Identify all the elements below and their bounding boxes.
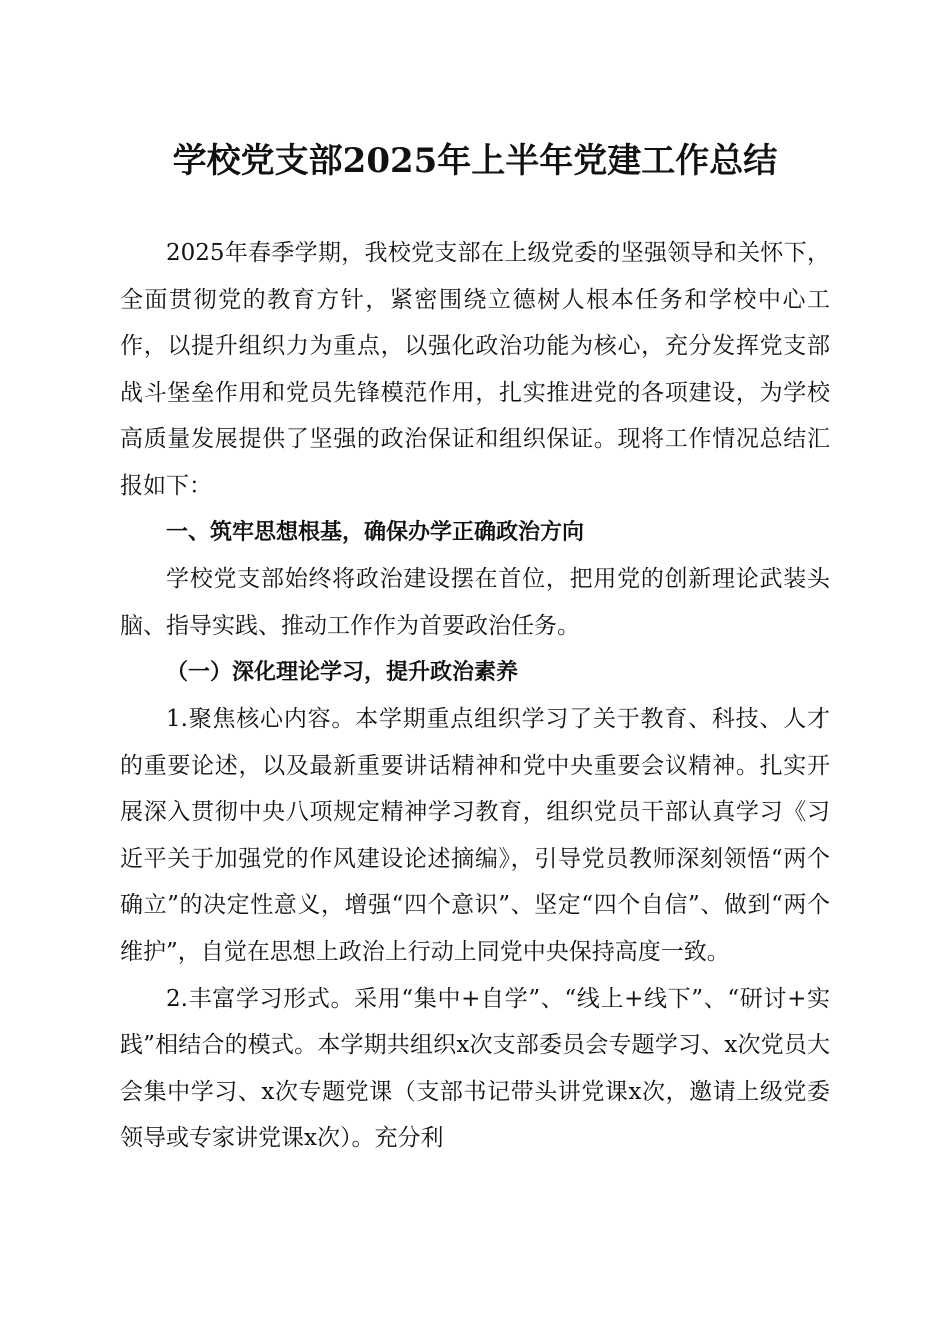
item-1-paragraph: 1.聚焦核心内容。本学期重点组织学习了关于教育、科技、人才的重要论述，以及最新重要讲话精神和党中央重要会议精神。扎实开展深入贯彻中央八项规定精神学习教育，组织党员干部认真学习《习近平关于加强党的作风建设论述摘编》，引导党员教师深刻领悟“两个确立”的决定性意义，增强“四个意识”、坚定“四个自信”、做到“两个维护”，自觉在思想上政治上行动上同党中央保持高度一致。 — [120, 705, 830, 965]
section-1-intro-paragraph: 学校党支部始终将政治建设摆在首位，把用党的创新理论武装头脑、指导实践、推动工作作为首要政治任务。 — [120, 566, 830, 639]
item-2-paragraph: 2.丰富学习形式。采用“集中+自学”、“线上+线下”、“研讨+实践”相结合的模式。本学期共组织x次支部委员会专题学习、x次党员大会集中学习、x次专题党课（支部书记带头讲党课x次，邀请上级党委领导或专家讲党课x次）。充分利 — [120, 985, 830, 1152]
section-heading-1: 一、筑牢思想根基，确保办学正确政治方向 — [166, 519, 585, 545]
intro-paragraph: 2025年春季学期，我校党支部在上级党委的坚强领导和关怀下，全面贯彻党的教育方针，紧密围绕立德树人根本任务和学校中心工作，以提升组织力为重点，以强化政治功能为核心，充分发挥党支部战斗堡垒作用和党员先锋模范作用，扎实推进党的各项建设，为学校高质量发展提供了坚强的政治保证和组织保证。现将工作情况总结汇报如下： — [120, 240, 830, 499]
subsection-heading-1: （一）深化理论学习，提升政治素养 — [166, 659, 519, 686]
document-title: 学校党支部2025年上半年党建工作总结 — [172, 141, 778, 181]
document-body — [120, 230, 830, 1162]
